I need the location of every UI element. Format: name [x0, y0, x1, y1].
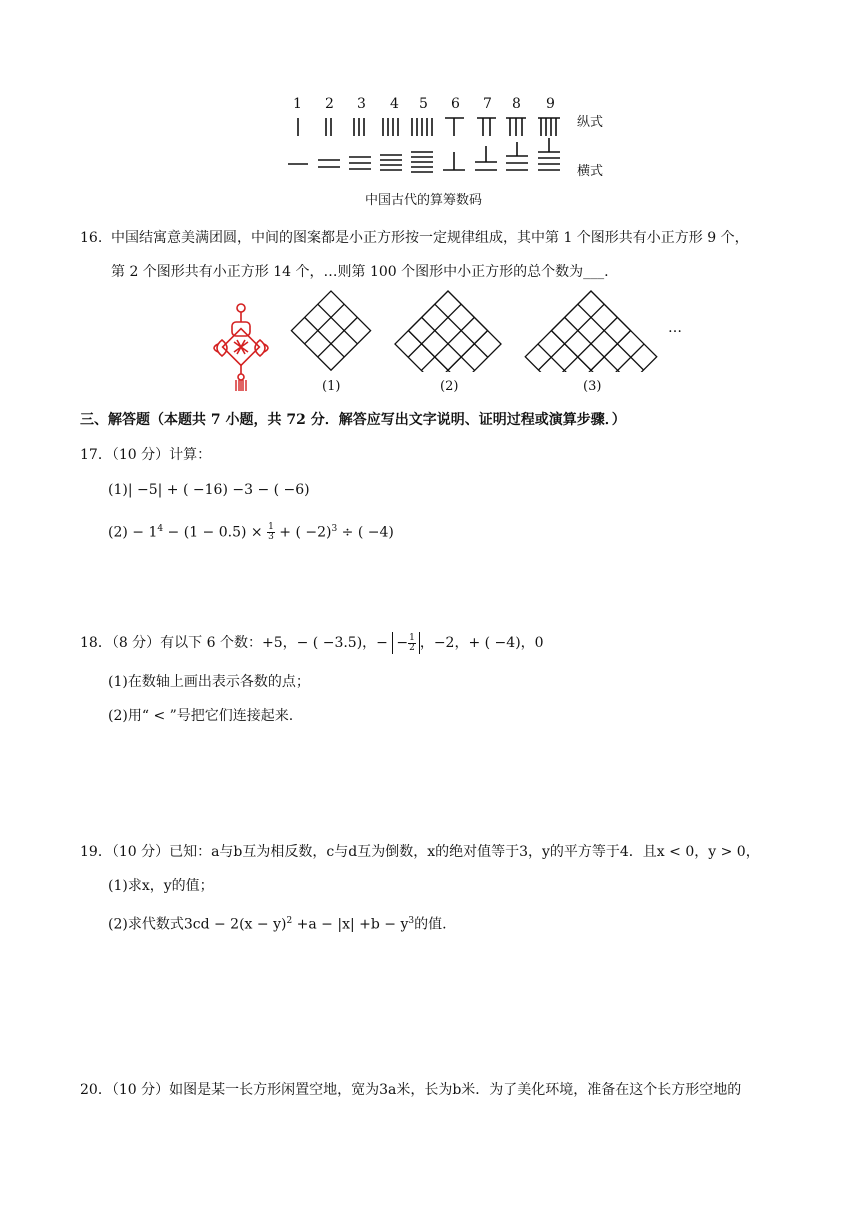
question-header: 19．（10 分）已知：a与b互为相反数，c与d互为倒数，x的绝对值等于3，y的平方等于4．且x < 0，y > 0，: [80, 844, 760, 860]
sub-question-2: $(2) - 1^4 - (1 - 0.5)$ × $\frac{1}{3}$ + ( −2)$^3$ ÷ ( −4): [108, 522, 394, 543]
digit-label: 6: [451, 96, 460, 112]
sub-question-2: (2)用“ < ”号把它们连接起来.: [108, 708, 294, 724]
question-header: 18．（8 分）有以下 6 个数：+5，− ( −3.5)，− − $\frac{1}{2}$ ，−2，+ ( −4)，0: [80, 632, 544, 653]
fraction: $\frac{1}{2}$: [409, 632, 415, 653]
sub-question-1: (1)在数轴上画出表示各数的点；: [108, 674, 310, 690]
digit-label: 8: [512, 96, 521, 112]
sub-question-2: (2)求代数式$3cd - 2(x - y)^2 +a - |x| +b - y^3$的值.: [108, 916, 447, 933]
sub-question-1: (1)求x，y的值；: [108, 878, 214, 894]
question-text-line: 中国结寓意美满团圆，中间的图案都是小正方形按一定规律组成，其中第 1 个图形共有小正方形 9 个，: [111, 230, 749, 246]
question-number: 16.: [80, 230, 103, 246]
sub-question-1: (1)| −5| + ( −16) −3 − ( −6): [108, 482, 310, 498]
diamond-grid-figure-3: [524, 290, 658, 372]
question-20-header: 20．（10 分）如图是某一长方形闲置空地，宽为3a米，长为b米．为了美化环境，准备在这个长方形空地的: [80, 1082, 742, 1098]
digit-label: 7: [483, 96, 492, 112]
digit-label: 1: [293, 96, 302, 112]
digit-label: 9: [546, 96, 555, 112]
figure-label: (3): [583, 379, 602, 394]
question-text-line: 第 2 个图形共有小正方形 14 个，…则第 100 个图形中小正方形的总个数为___.: [111, 264, 609, 280]
ellipsis: …: [668, 320, 682, 336]
vertical-form-label: 纵式: [577, 115, 604, 130]
digit-label: 2: [325, 96, 334, 112]
figure-label: (1): [322, 379, 341, 394]
rod-numeral-glyphs: [280, 112, 570, 182]
diamond-grid-figure-1: [290, 290, 372, 372]
figure-label: (2): [440, 379, 459, 394]
question-header: 17．（10 分）计算：: [80, 447, 212, 463]
horizontal-form-label: 横式: [577, 164, 604, 179]
digit-label: 3: [357, 96, 366, 112]
figure-caption: 中国古代的算筹数码: [365, 193, 483, 208]
chinese-knot-image: [210, 300, 272, 392]
absolute-value: − $\frac{1}{2}$: [392, 632, 419, 654]
digit-label: 4: [390, 96, 399, 112]
fraction: $\frac{1}{3}$: [268, 522, 274, 543]
section-heading: 三、解答题（本题共 7 小题，共 72 分．解答应写出文字说明、证明过程或演算步骤．）: [80, 412, 626, 428]
digit-label: 5: [419, 96, 428, 112]
diamond-grid-figure-2: [394, 290, 502, 372]
